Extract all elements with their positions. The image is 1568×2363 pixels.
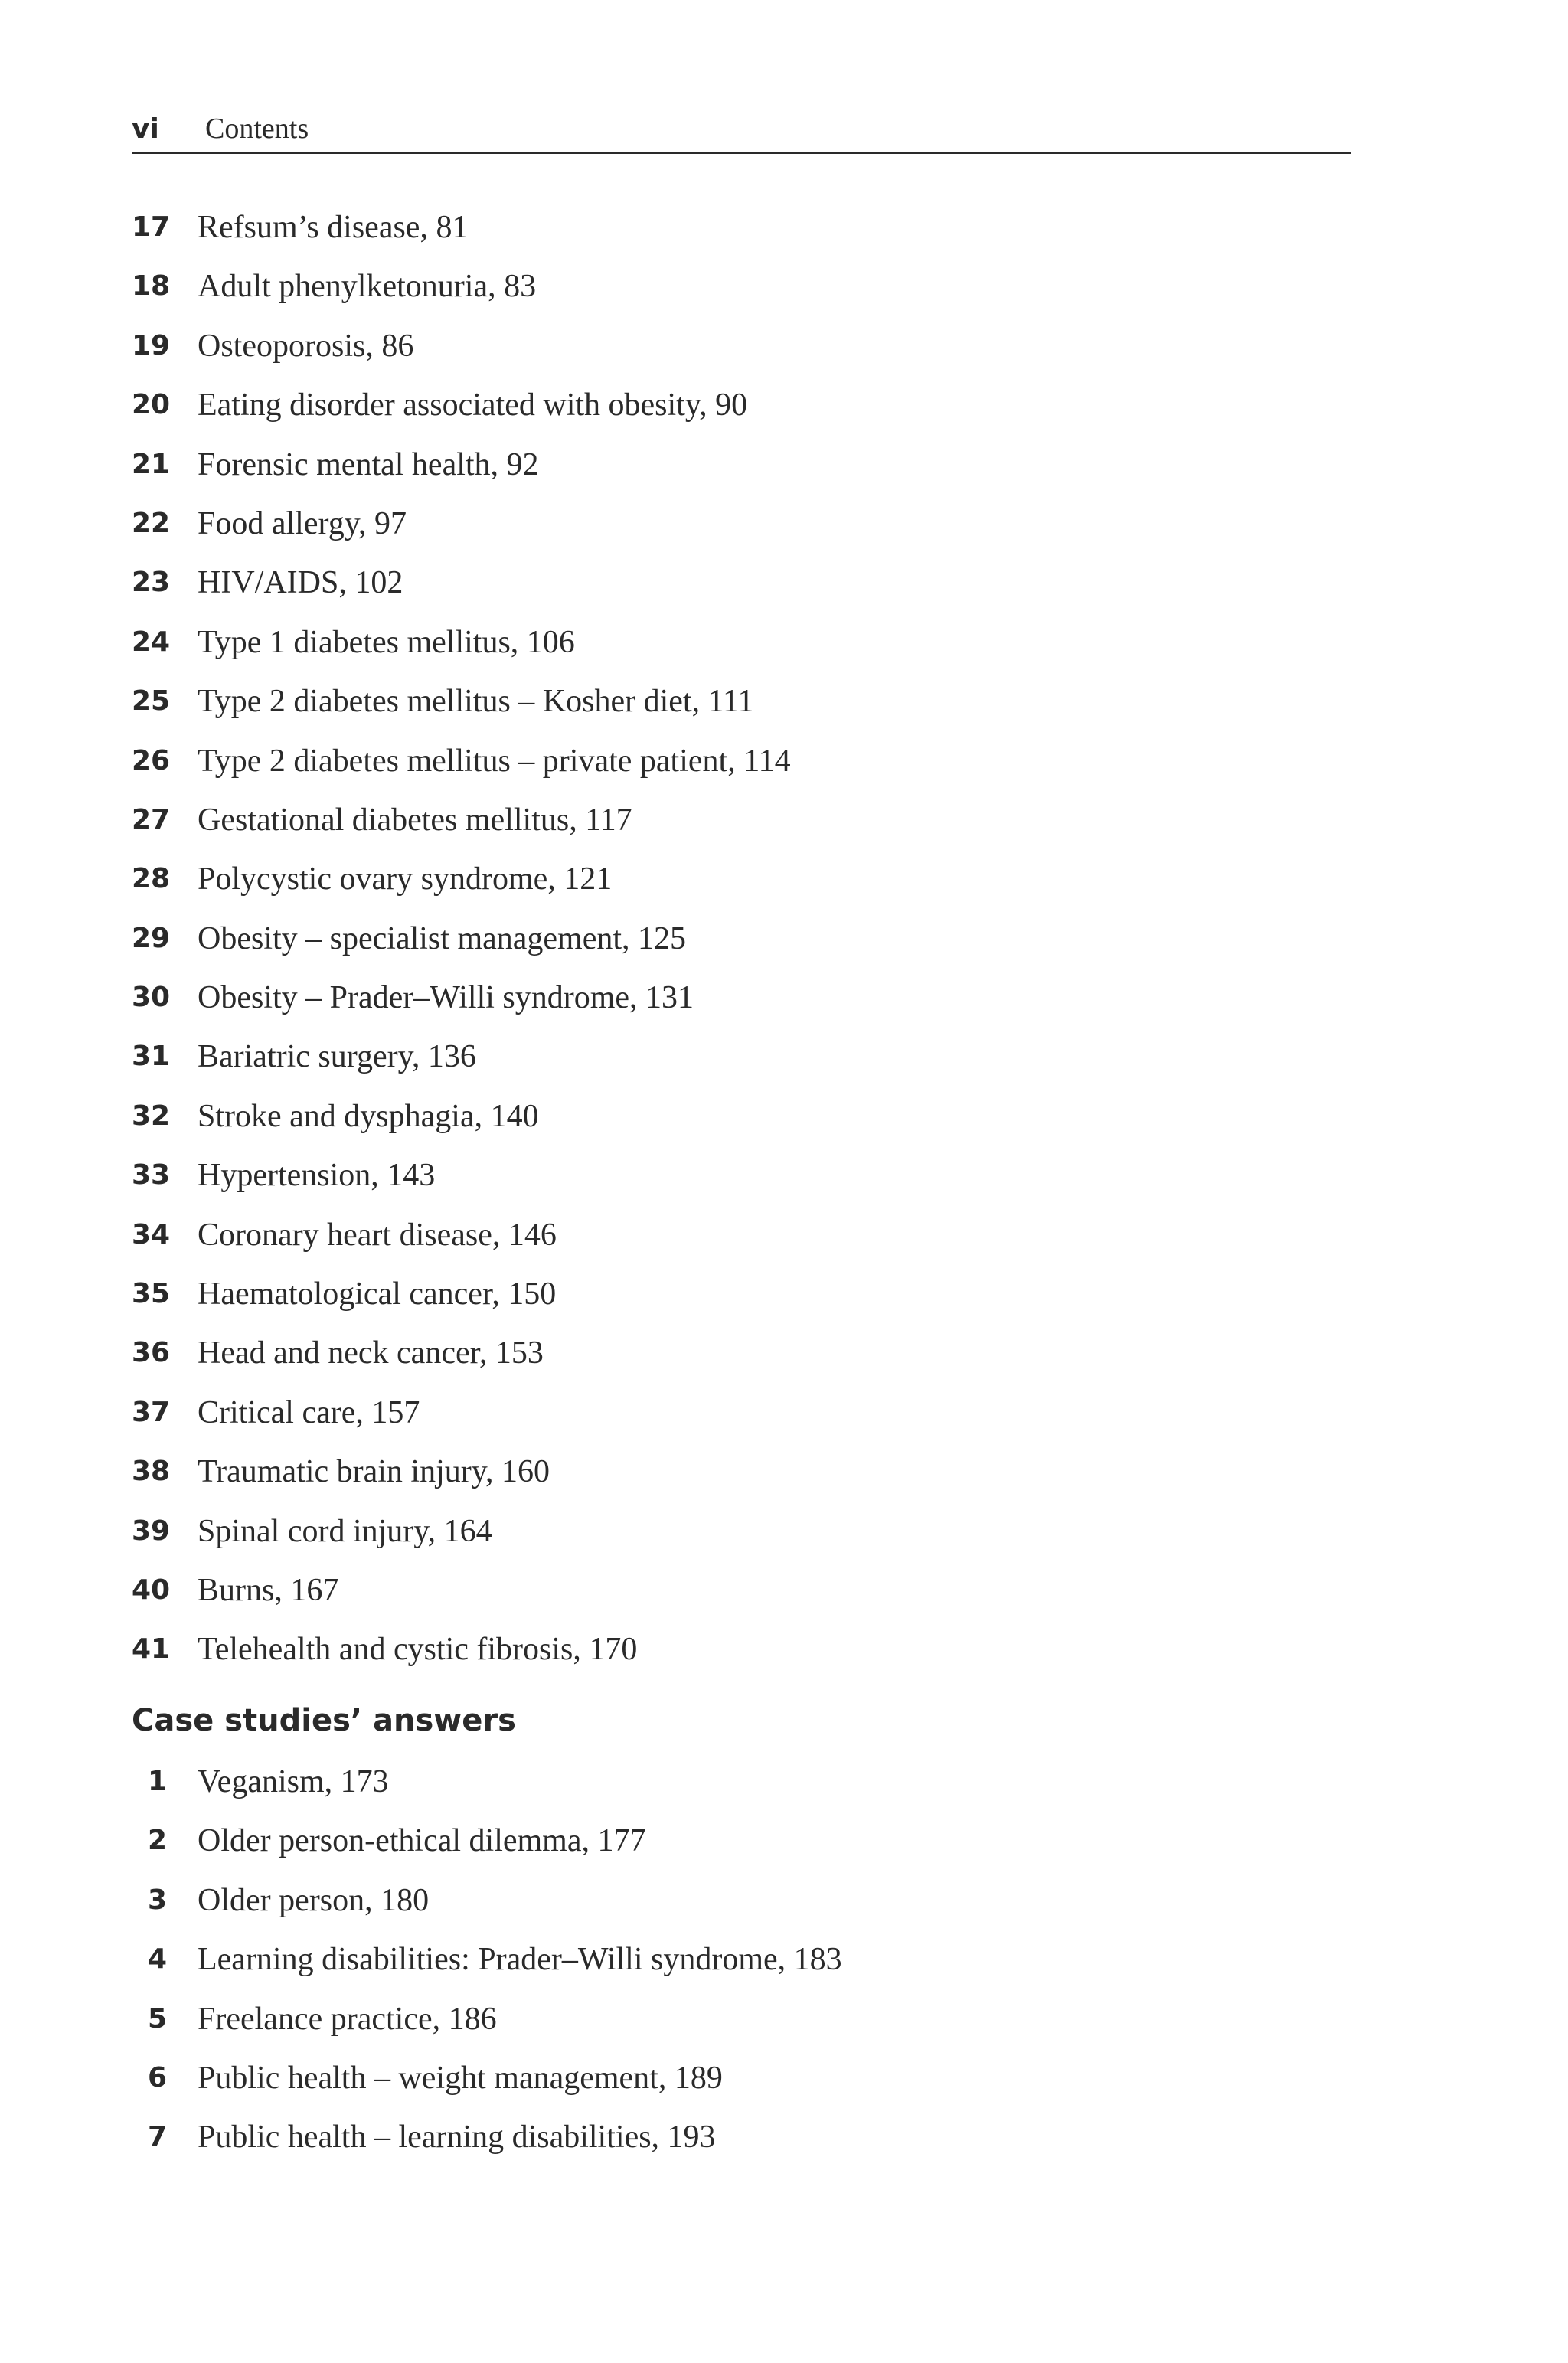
- entry-title: Traumatic brain injury, 160: [198, 1454, 550, 1490]
- entry-title: Obesity – specialist management, 125: [198, 920, 687, 956]
- toc-entry[interactable]: [132, 1097, 1357, 1156]
- entry-title: Stroke and dysphagia, 140: [198, 1098, 539, 1134]
- entry-number: 20: [132, 389, 171, 421]
- entry-title: Older person-ethical dilemma, 177: [198, 1823, 646, 1859]
- toc-entry[interactable]: [132, 860, 1357, 919]
- toc-entry[interactable]: [132, 1394, 1357, 1453]
- entry-title: Eating disorder associated with obesity, 90: [198, 387, 748, 423]
- entry-title: Type 1 diabetes mellitus, 106: [198, 624, 575, 660]
- entry-title: Freelance practice, 186: [198, 2001, 497, 2037]
- entry-title: Hypertension, 143: [198, 1158, 436, 1194]
- entry-title: Bariatric surgery, 136: [198, 1039, 476, 1075]
- entry-title: Type 2 diabetes mellitus – Kosher diet, 111: [198, 684, 754, 720]
- entry-number: 39: [132, 1515, 171, 1547]
- toc-entry[interactable]: [132, 1275, 1357, 1334]
- entry-number: 36: [132, 1337, 171, 1369]
- toc-entry[interactable]: [132, 1334, 1357, 1393]
- entry-title: HIV/AIDS, 102: [198, 565, 403, 601]
- entry-number: 26: [132, 744, 171, 776]
- toc-entry[interactable]: [132, 742, 1357, 801]
- entry-number: 2: [147, 1825, 167, 1857]
- toc-entry[interactable]: [132, 1940, 1357, 1999]
- entry-title: Forensic mental health, 92: [198, 446, 539, 482]
- entry-number: 17: [132, 211, 171, 243]
- toc-entry[interactable]: [132, 801, 1357, 860]
- entry-title: Gestational diabetes mellitus, 117: [198, 802, 632, 838]
- toc-entry[interactable]: [132, 267, 1357, 326]
- entry-number: 29: [132, 922, 171, 954]
- toc-entry[interactable]: [132, 1453, 1357, 1512]
- toc-entry[interactable]: [132, 1512, 1357, 1571]
- entry-number: 3: [147, 1884, 167, 1916]
- entry-number: 22: [132, 507, 171, 539]
- toc-entry[interactable]: [132, 682, 1357, 741]
- entry-title: Adult phenylketonuria, 83: [198, 269, 537, 305]
- entry-number: 5: [147, 2002, 167, 2035]
- toc-entry[interactable]: [132, 1822, 1357, 1881]
- entry-number: 1: [147, 1766, 167, 1797]
- toc-entry[interactable]: [132, 1216, 1357, 1275]
- toc-entry[interactable]: [132, 2118, 1357, 2177]
- entry-number: 33: [132, 1159, 171, 1191]
- page-header: [132, 106, 1351, 154]
- toc-entry[interactable]: [132, 1156, 1357, 1215]
- toc-entry[interactable]: [132, 505, 1357, 564]
- entry-number: 40: [132, 1574, 171, 1606]
- entry-number: 41: [132, 1633, 171, 1665]
- entry-number: 34: [132, 1218, 171, 1250]
- entry-number: 25: [132, 685, 171, 717]
- toc-entry[interactable]: [132, 2000, 1357, 2059]
- entry-title: Polycystic ovary syndrome, 121: [198, 861, 612, 897]
- toc-entry[interactable]: [132, 208, 1357, 267]
- entry-number: 28: [132, 863, 171, 895]
- entry-title: Coronary heart disease, 146: [198, 1217, 557, 1253]
- entry-title: Type 2 diabetes mellitus – private patient, 114: [198, 743, 791, 779]
- toc-entry[interactable]: [132, 327, 1357, 386]
- entry-title: Public health – weight management, 189: [198, 2060, 723, 2096]
- entry-title: Spinal cord injury, 164: [198, 1513, 492, 1549]
- entry-title: Food allergy, 97: [198, 505, 407, 541]
- toc-entry[interactable]: [132, 386, 1357, 445]
- toc-entry[interactable]: [132, 1630, 1357, 1689]
- entry-title: Osteoporosis, 86: [198, 328, 414, 364]
- entry-number: 4: [147, 1943, 167, 1976]
- entry-number: 27: [132, 803, 171, 835]
- entry-number: 37: [132, 1396, 171, 1428]
- entry-number: 23: [132, 567, 171, 599]
- toc-entry[interactable]: [132, 920, 1357, 979]
- header-page-number: vi: [132, 113, 159, 145]
- entry-title: Head and neck cancer, 153: [198, 1335, 544, 1371]
- toc-entry[interactable]: [132, 446, 1357, 505]
- toc-entry[interactable]: [132, 2059, 1357, 2118]
- entry-number: 31: [132, 1041, 171, 1073]
- section-heading-case-studies-answers: Case studies’ answers: [132, 1703, 516, 1738]
- entry-number: 19: [132, 329, 171, 361]
- toc-entry[interactable]: [132, 1763, 1357, 1822]
- toc-entry[interactable]: [132, 623, 1357, 682]
- header-title: Contents: [205, 113, 309, 145]
- answers-list: [132, 1763, 1357, 2178]
- entry-title: Veganism, 173: [198, 1764, 389, 1799]
- entry-title: Learning disabilities: Prader–Willi syndrome, 183: [198, 1942, 842, 1978]
- entry-title: Public health – learning disabilities, 193: [198, 2120, 716, 2155]
- entry-number: 30: [132, 982, 171, 1014]
- contents-list: [132, 208, 1357, 1690]
- toc-entry[interactable]: [132, 1571, 1357, 1630]
- entry-title: Obesity – Prader–Willi syndrome, 131: [198, 980, 694, 1016]
- entry-number: 35: [132, 1278, 171, 1310]
- entry-title: Telehealth and cystic fibrosis, 170: [198, 1632, 638, 1668]
- entry-title: Critical care, 157: [198, 1394, 420, 1430]
- entry-title: Older person, 180: [198, 1882, 430, 1918]
- entry-title: Haematological cancer, 150: [198, 1276, 557, 1312]
- entry-number: 21: [132, 448, 171, 480]
- entry-number: 24: [132, 626, 171, 658]
- toc-entry[interactable]: [132, 1881, 1357, 1940]
- toc-entry[interactable]: [132, 1038, 1357, 1097]
- entry-title: Refsum’s disease, 81: [198, 210, 469, 245]
- toc-entry[interactable]: [132, 979, 1357, 1038]
- entry-number: 32: [132, 1100, 171, 1132]
- entry-number: 18: [132, 270, 171, 302]
- entry-number: 6: [147, 2061, 167, 2093]
- entry-title: Burns, 167: [198, 1572, 339, 1608]
- toc-entry[interactable]: [132, 564, 1357, 623]
- entry-number: 38: [132, 1456, 171, 1488]
- entry-number: 7: [147, 2121, 167, 2153]
